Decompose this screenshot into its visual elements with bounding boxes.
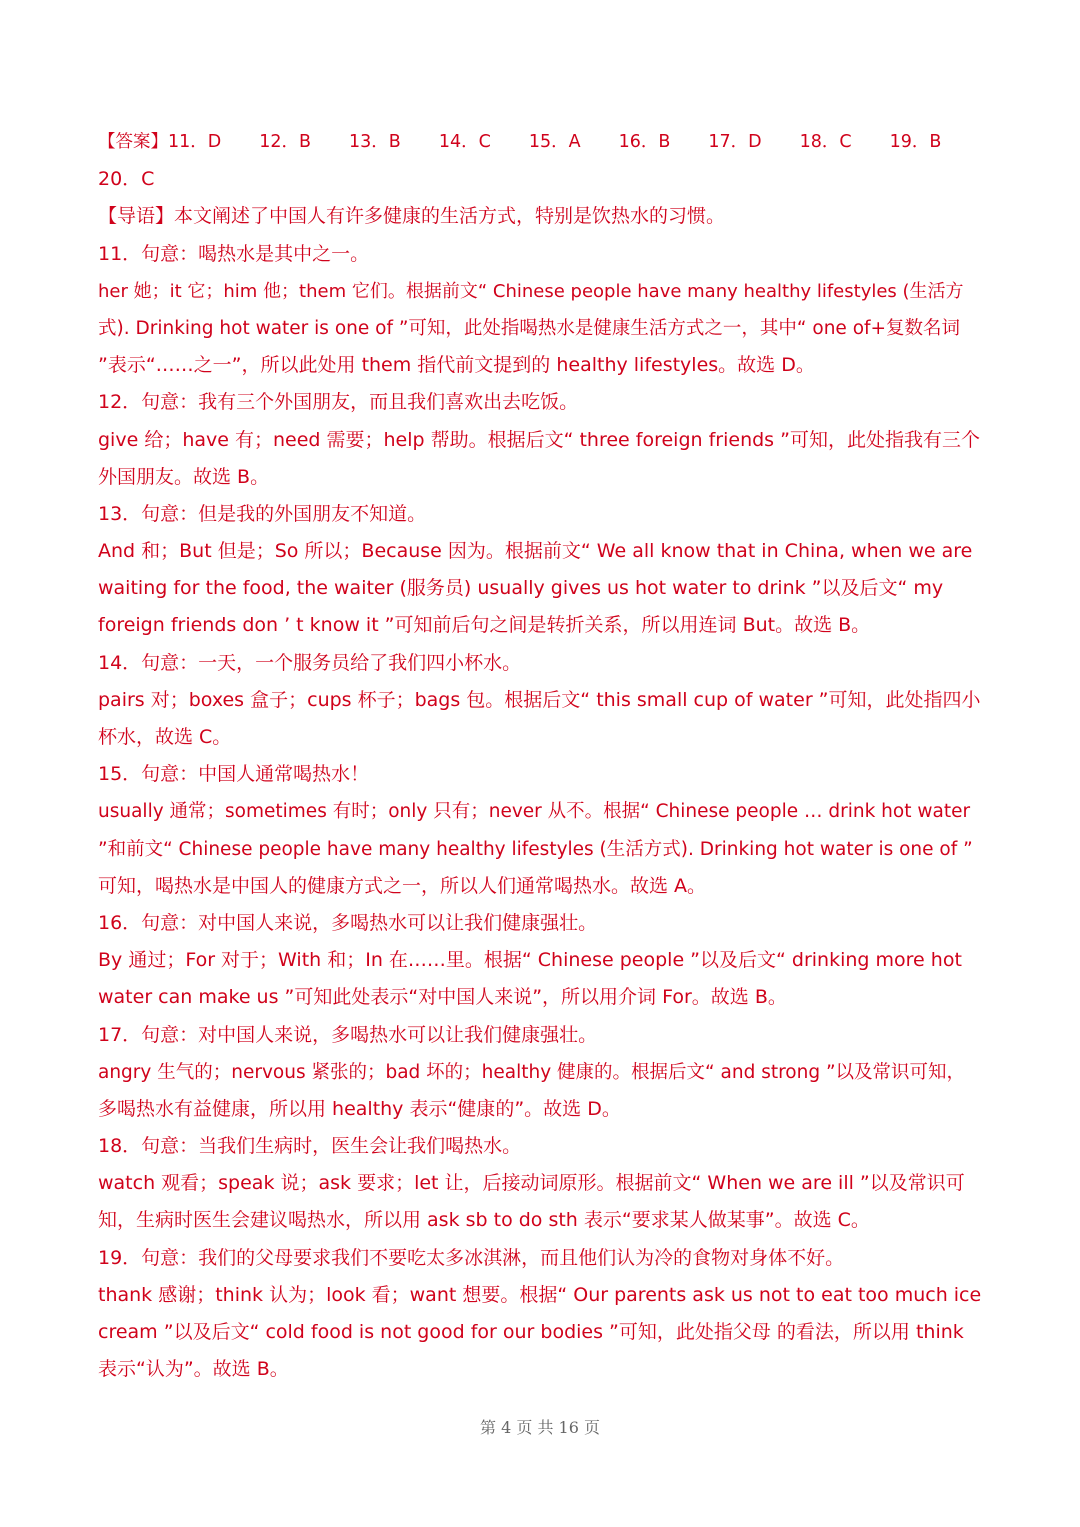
q15-meaning: 15．句意：中国人通常喝热水！ [98, 763, 370, 786]
q13-explanation-line: waiting for the food, the waiter (服务员) usually gives us hot water to drink ”以及后文“ my [98, 577, 944, 600]
answer-explanation [98, 124, 982, 1388]
answer-item: 16．B [618, 132, 671, 152]
answer-item: 17．D [708, 132, 762, 152]
answer-item-last: 20．C [98, 168, 155, 191]
q11-explanation-line: her 她；it 它；him 他；them 它们。根据前文“ Chinese people have many healthy lifestyles (生活方 [98, 280, 964, 302]
answer-item: 18．C [799, 132, 852, 152]
q14-explanation-line: pairs 对；boxes 盒子；cups 杯子；bags 包。根据后文“ this small cup of water ”可知，此处指四小 [98, 688, 981, 711]
q11-explanation-line: ”表示“……之一”，所以此处用 them 指代前文提到的 healthy lifestyles。故选 D。 [98, 354, 815, 377]
q19-meaning: 19．句意：我们的父母要求我们不要吃太多冰淇淋，而且他们认为冷的食物对身体不好。 [98, 1246, 845, 1269]
answer-item: 15．A [528, 132, 581, 152]
q14-explanation-line: 杯水，故选 C。 [98, 726, 232, 748]
answer-item: 11．D [168, 132, 222, 152]
q13-explanation-line: And 和；But 但是；So 所以；Because 因为。根据前文“ We all know that in China, when we are [98, 540, 973, 563]
q12-explanation-line: 外国朋友。故选 B。 [98, 465, 270, 488]
q18-explanation-line: watch 观看；speak 说；ask 要求；let 让，后接动词原形。根据前文“ When we are ill ”以及常识可 [98, 1172, 965, 1195]
intro-line: 【导语】本文阐述了中国人有许多健康的生活方式，特别是饮热水的习惯。 [98, 205, 726, 228]
q19-explanation-line: cream ”以及后文“ cold food is not good for our bodies ”可知，此处指父母 的看法，所以用 think [98, 1321, 964, 1343]
q16-meaning: 16．句意：对中国人来说，多喝热水可以让我们健康强壮。 [98, 911, 598, 934]
q12-meaning: 12．句意：我有三个外国朋友，而且我们喜欢出去吃饭。 [98, 391, 579, 414]
page-number-footer: 第 4 页 共 16 页 [480, 1418, 600, 1437]
answer-item: 19．B [889, 132, 942, 152]
q11-meaning: 11．句意：喝热水是其中之一。 [98, 242, 370, 265]
answer-key-row [98, 124, 982, 161]
q17-meaning: 17．句意：对中国人来说，多喝热水可以让我们健康强壮。 [98, 1023, 598, 1046]
q14-meaning: 14．句意：一天，一个服务员给了我们四小杯水。 [98, 651, 522, 674]
q16-explanation-line: By 通过；For 对于；With 和；In 在……里。根据“ Chinese people ”以及后文“ drinking more hot [98, 949, 962, 972]
q17-explanation-line: 多喝热水有益健康，所以用 healthy 表示“健康的”。故选 D。 [98, 1097, 621, 1120]
q13-meaning: 13．句意：但是我的外国朋友不知道。 [98, 502, 427, 525]
q18-explanation-line: 知，生病时医生会建议喝热水，所以用 ask sb to do sth 表示“要求某人做某事”。故选 C。 [98, 1209, 870, 1232]
answer-item: 14．C [438, 132, 491, 152]
q15-explanation-line: usually 通常；sometimes 有时；only 只有；never 从不。根据“ Chinese people … drink hot water [98, 801, 971, 823]
answer-item: 13．B [349, 132, 401, 152]
answer-key-label: 【答案】 [98, 132, 168, 152]
q12-explanation-line: give 给；have 有；need 需要；help 帮助。根据后文“ three foreign friends ”可知，此处指我有三个 [98, 428, 980, 451]
q17-explanation-line: angry 生气的；nervous 紧张的；bad 坏的；healthy 健康的。根据后文“ and strong ”以及常识可知， [98, 1061, 966, 1083]
q18-meaning: 18．句意：当我们生病时，医生会让我们喝热水。 [98, 1135, 522, 1158]
q11-explanation-line: 式). Drinking hot water is one of ”可知，此处指喝热水是健康生活方式之一，其中“ one of+复数名词 [98, 317, 961, 339]
q16-explanation-line: water can make us ”可知此处表示“对中国人来说”，所以用介词 For。故选 B。 [98, 986, 787, 1009]
q19-explanation-line: thank 感谢；think 认为；look 看；want 想要。根据“ Our parents ask us not to eat too much ice [98, 1283, 982, 1306]
q15-explanation-line: ”和前文“ Chinese people have many healthy lifestyles (生活方式). Drinking hot water is one of ” [98, 838, 973, 860]
q19-explanation-line: 表示“认为”。故选 B。 [98, 1358, 289, 1381]
q13-explanation-line: foreign friends don ’ t know it ”可知前后句之间是转折关系，所以用连词 But。故选 B。 [98, 614, 871, 637]
q15-explanation-line: 可知，喝热水是中国人的健康方式之一，所以人们通常喝热水。故选 A。 [98, 874, 707, 897]
answer-item: 12．B [259, 132, 312, 152]
